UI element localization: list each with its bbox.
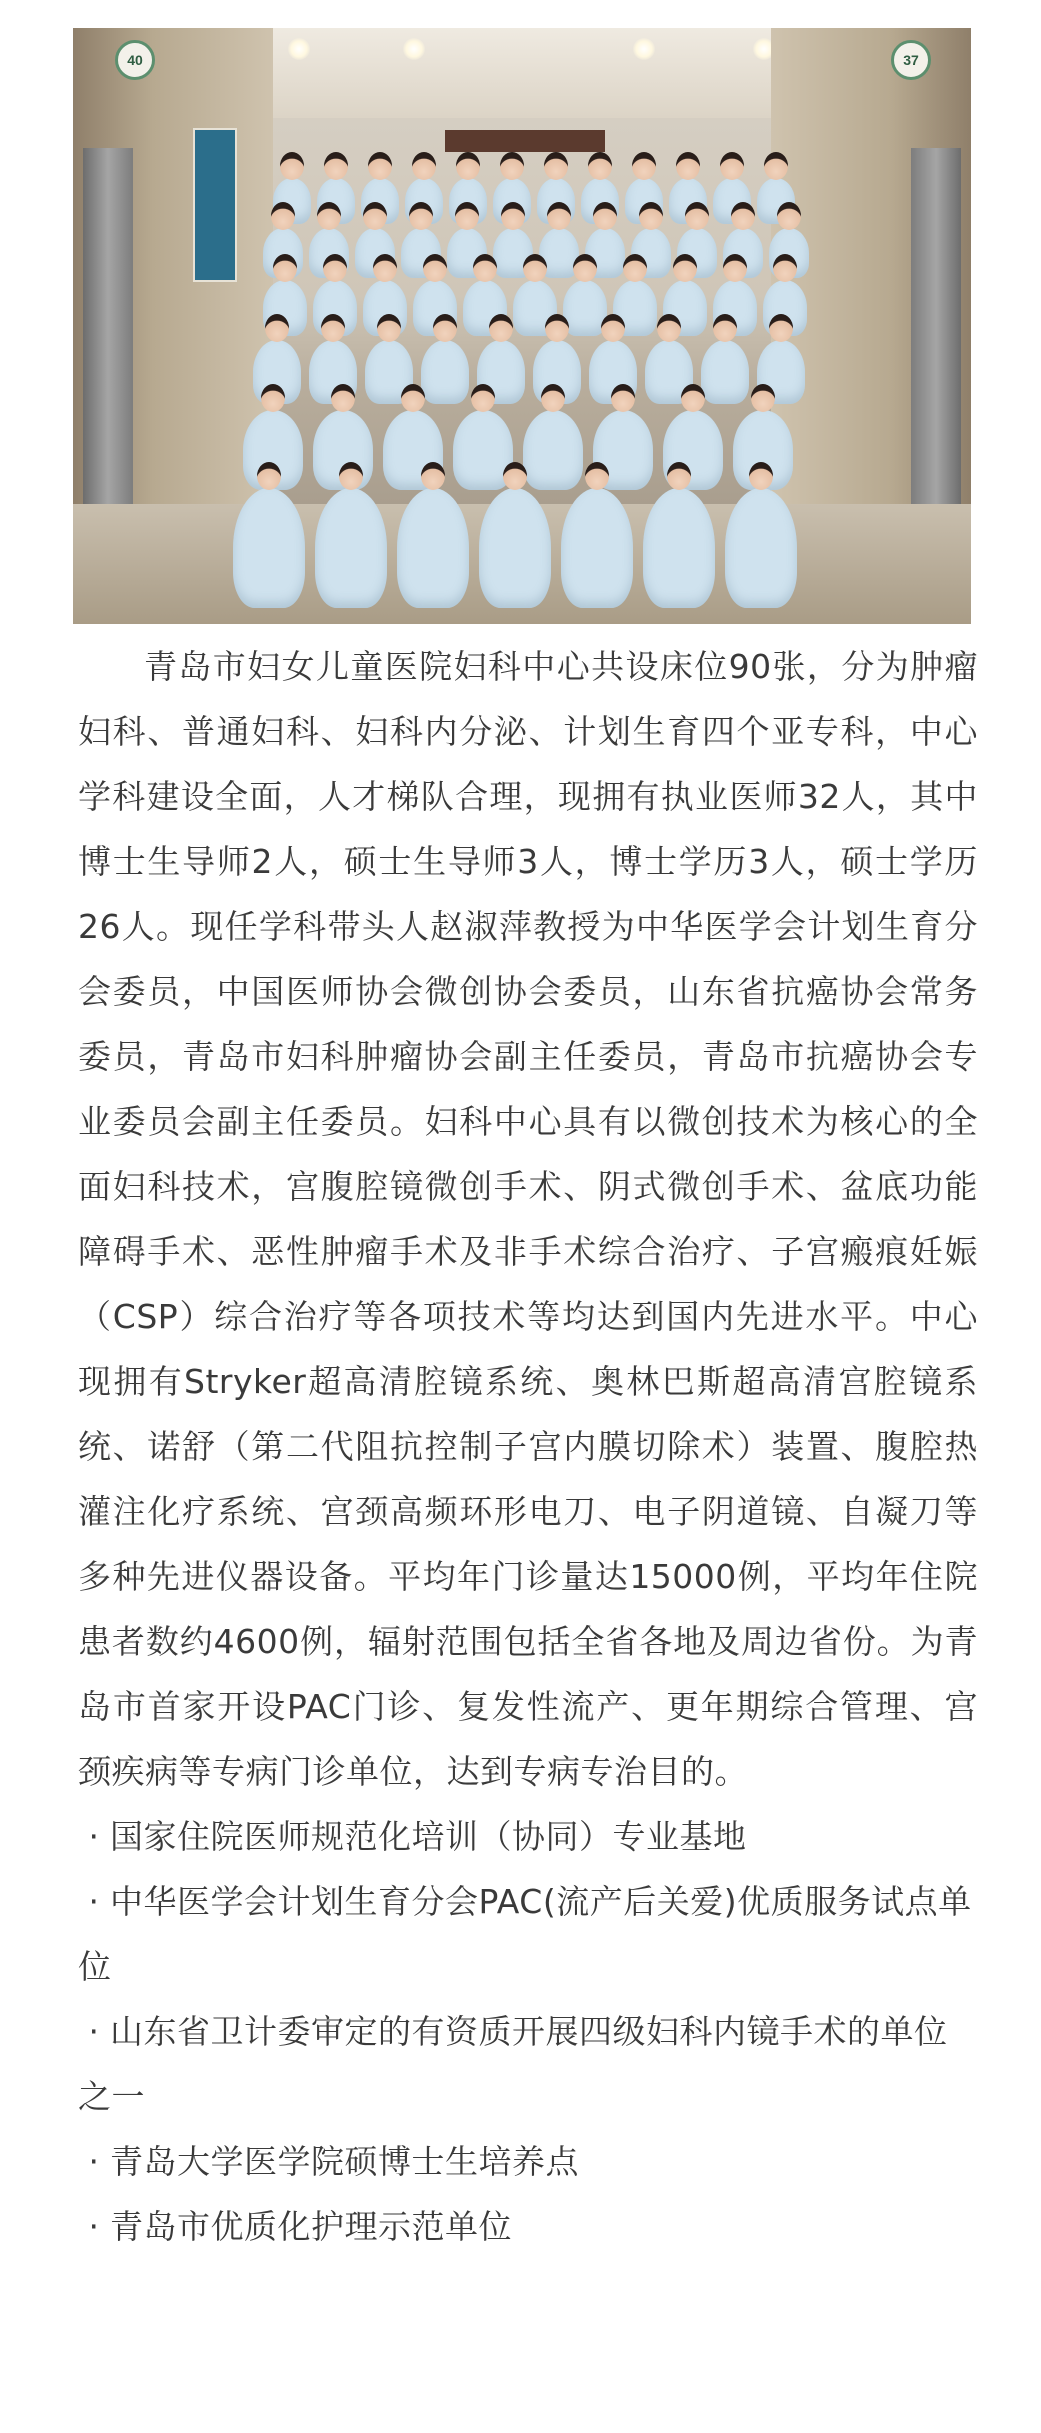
honor-item (78, 1999, 978, 2129)
honor-text: 山东省卫计委审定的有资质开展四级妇科内镜手术的单位之一 (78, 2012, 948, 2116)
staff-figure (725, 488, 797, 608)
team-group-photo (73, 28, 971, 624)
staff-figure (523, 410, 583, 490)
elevator-door-right (911, 148, 961, 528)
staff-figure (561, 488, 633, 608)
honor-text: 中华医学会计划生育分会PAC(流产后关爱)优质服务试点单位 (78, 1882, 972, 1986)
honor-item (78, 1804, 978, 1869)
ceiling-light (288, 38, 310, 60)
honor-text: 青岛市优质化护理示范单位 (110, 2207, 512, 2246)
ceiling-light (403, 38, 425, 60)
bullet-dot: · (88, 1817, 100, 1856)
honor-item (78, 1869, 978, 1999)
elevator-door-left (83, 148, 133, 528)
article-body (78, 634, 978, 2259)
staff-figure (397, 488, 469, 608)
staff-figure (421, 340, 469, 404)
intro-paragraph: 青岛市妇女儿童医院妇科中心共设床位90张，分为肿瘤妇科、普通妇科、妇科内分泌、计划生育四个亚专科，中心学科建设全面，人才梯队合理，现拥有执业医师32人，其中博士生导师2人，硕士生导师3人，博士学历3人，硕士学历26人。现任学科带头人赵淑萍教授为中华医学会计划生育分会委员，中国医师协会微创协会委员，山东省抗癌协会常务委员，青岛市妇科肿瘤协会副主任委员，青岛市抗癌协会专业委员会副主任委员。妇科中心具有以微创技术为核心的全面妇科技术，宫腹腔镜微创手术、阴式微创手术、盆底功能障碍手术、恶性肿瘤手术及非手术综合治疗、子宫瘢痕妊娠（CSP）综合治疗等各项技术等均达到国内先进水平。中心现拥有Stryker超高清腔镜系统、奥林巴斯超高清宫腔镜系统、诺舒（第二代阻抗控制子宫内膜切除术）装置、腹腔热灌注化疗系统、宫颈高频环形电刀、电子阴道镜、自凝刀等多种先进仪器设备。平均年门诊量达15000例，平均年住院患者数约4600例，辐射范围包括全省各地及周边省份。为青岛市首家开设PAC门诊、复发性流产、更年期综合管理、宫颈疾病等专病门诊单位，达到专病专治目的。 (78, 647, 978, 1791)
floor-sign-37: 37 (891, 40, 931, 80)
bullet-dot: · (88, 2142, 100, 2181)
bullet-dot: · (88, 1882, 100, 1921)
floor-sign-40: 40 (115, 40, 155, 80)
honor-text: 青岛大学医学院硕博士生培养点 (110, 2142, 579, 2181)
honor-text: 国家住院医师规范化培训（协同）专业基地 (110, 1817, 747, 1856)
bullet-dot: · (88, 2207, 100, 2246)
staff-figure (643, 488, 715, 608)
honor-item (78, 2194, 978, 2259)
bullet-dot: · (88, 2012, 100, 2051)
ceiling-light (633, 38, 655, 60)
staff-group (223, 148, 823, 618)
staff-figure (701, 340, 749, 404)
honors-list (78, 1804, 978, 2259)
staff-figure (479, 488, 551, 608)
honor-item (78, 2129, 978, 2194)
staff-figure (315, 488, 387, 608)
staff-figure (233, 488, 305, 608)
